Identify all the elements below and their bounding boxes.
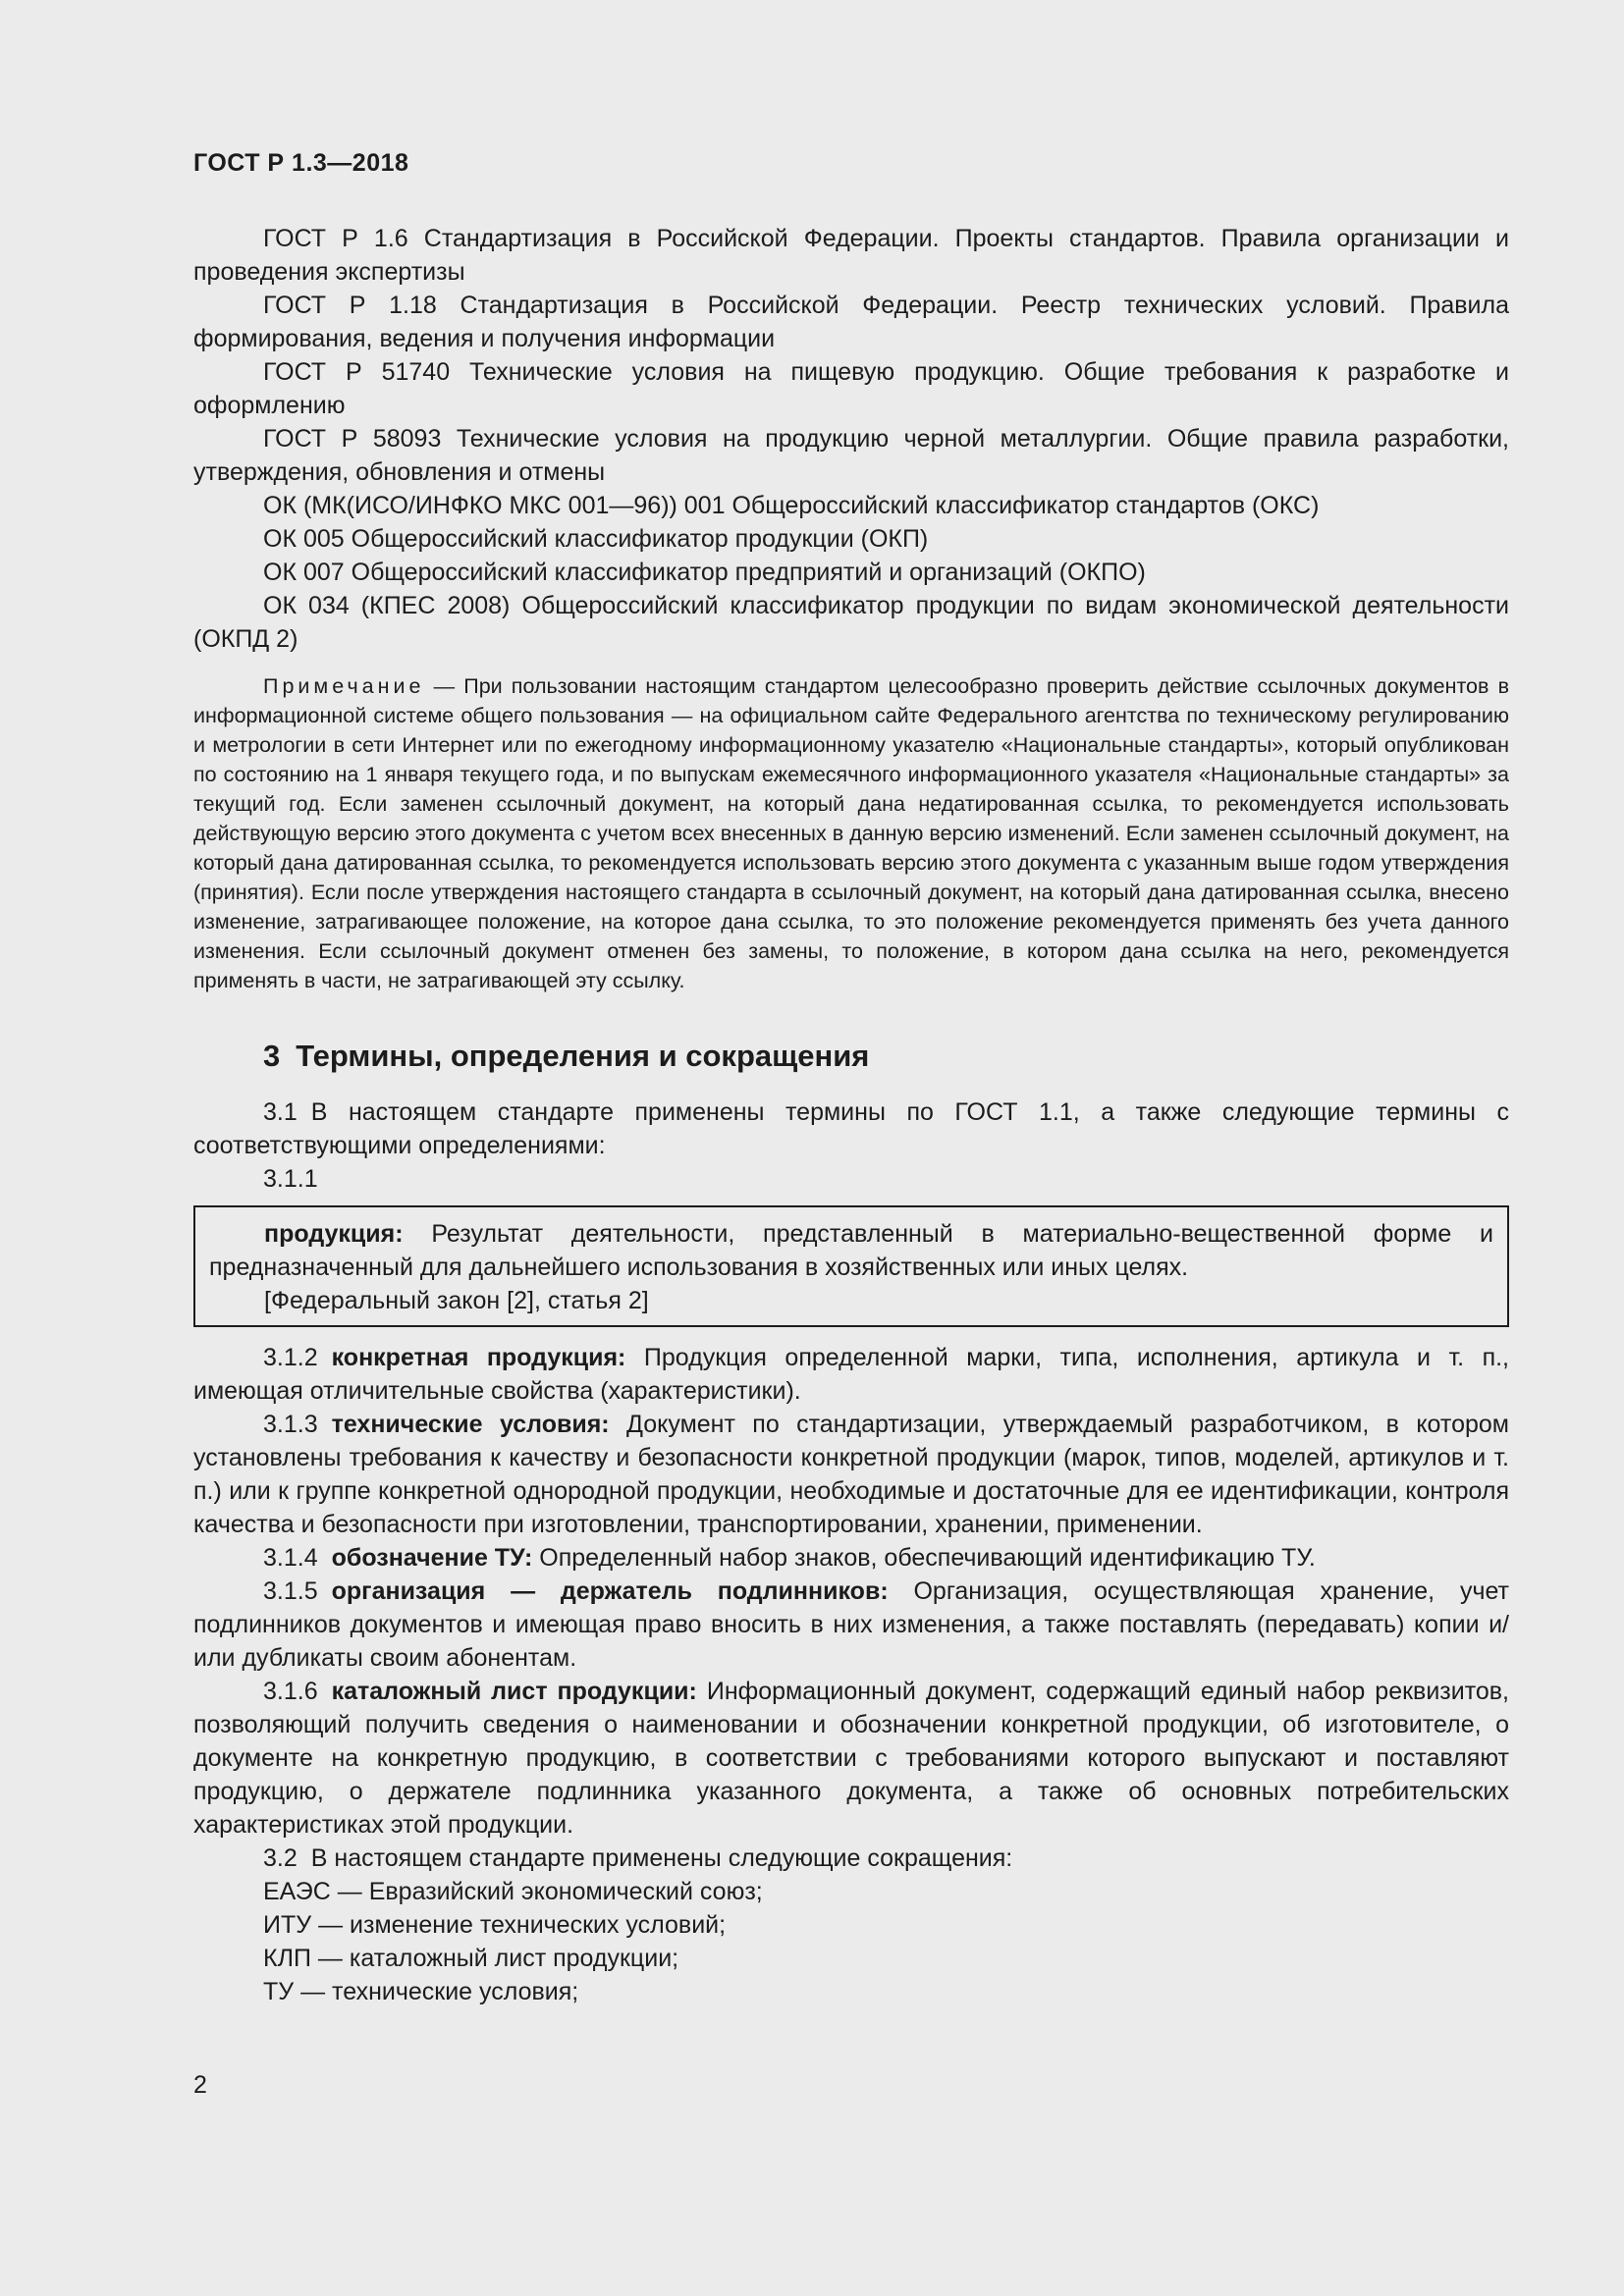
abbreviation-item: ТУ — технические условия; <box>263 1978 579 2005</box>
definition-source: [Федеральный закон [2], статья 2] <box>264 1287 649 1314</box>
reference-item: ГОСТ Р 1.18 Стандартизация в Российской Федерации. Реестр технических условий. Правила формирования, ведения и получения информации <box>193 292 1509 352</box>
note-text: — При пользовании настоящим стандартом целесообразно проверить действие ссылочных документов в информационной системе общего пользования — на официальном сайте Федерального агентства по техническому регулированию и метрологии в сети Интернет или по ежегодному информационному указателю «Национальные стандарты», который опубликован по состоянию на 1 января текущего года, и по выпускам ежемесячного информационного указателя «Национальные стандарты» за текущий год. Если заменен ссылочный документ, на который дана недатированная ссылка, то рекомендуется использовать действующую версию этого документа с учетом всех внесенных в данную версию изменений. Если заменен ссылочный документ, на который дана датированная ссылка, то рекомендуется использовать версию этого документа с указанным выше годом утверждения (принятия). Если после утверждения настоящего стандарта в ссылочный документ, на который дана датированная ссылка, внесено изменение, затрагивающее положение, на которое дана ссылка, то это положение рекомендуется применять без учета данного изменения. Если ссылочный документ отменен без замены, то положение, в котором дана ссылка на него, рекомендуется применять в части, не затрагивающей эту ссылку. <box>193 674 1509 992</box>
abbreviation-item: КЛП — каталожный лист продукции; <box>263 1945 679 1972</box>
reference-item: ОК 005 Общероссийский классификатор продукции (ОКП) <box>263 525 929 553</box>
definition-text: продукция: Результат деятельности, представленный в материально-вещественной форме и предназначенный для дальнейшего использования в хозяйственных или иных целях. <box>209 1220 1493 1281</box>
reference-item: ГОСТ Р 58093 Технические условия на продукцию черной металлургии. Общие правила разработки, утверждения, обновления и отмены <box>193 425 1509 486</box>
note-paragraph <box>193 671 1509 995</box>
clause-3-1-1-number: 3.1.1 <box>263 1165 318 1193</box>
clause-3-1: 3.1 В настоящем стандарте применены термины по ГОСТ 1.1, а также следующие термины с соответствующими определениями: <box>193 1098 1509 1159</box>
clause-3-2: 3.2 В настоящем стандарте применены следующие сокращения: <box>263 1844 1013 1872</box>
clause-3-1-2: 3.1.2 конкретная продукция: Продукция определенной марки, типа, исполнения, артикула и т. п., имеющая отличительные свойства (характеристики). <box>193 1344 1509 1405</box>
clause-3-1-6: 3.1.6 каталожный лист продукции: Информационный документ, содержащий единый набор реквизитов, позволяющий получить сведения о наименовании и обозначении конкретной продукции, об изготовителе, о документе на конкретную продукцию, в соответствии с требованиями которого выпускают и поставляют продукцию, о держателе подлинника указанного документа, а также об основных потребительских характеристиках этой продукции. <box>193 1678 1510 1839</box>
reference-item: ОК 034 (КПЕС 2008) Общероссийский классификатор продукции по видам экономической деятельности (ОКПД 2) <box>193 592 1509 653</box>
clause-3-1-4: 3.1.4 обозначение ТУ: Определенный набор знаков, обеспечивающий идентификацию ТУ. <box>263 1544 1316 1572</box>
page-content <box>193 222 1509 2008</box>
section-heading: 3 Термины, определения и сокращения <box>263 1039 870 1073</box>
definition-box <box>193 1205 1509 1327</box>
reference-item: ГОСТ Р 51740 Технические условия на пищевую продукцию. Общие требования к разработке и оформлению <box>193 358 1509 419</box>
page-number: 2 <box>193 2071 207 2099</box>
abbreviation-item: ИТУ — изменение технических условий; <box>263 1911 727 1939</box>
reference-item: ОК 007 Общероссийский классификатор предприятий и организаций (ОКПО) <box>263 559 1146 586</box>
document-header: ГОСТ Р 1.3—2018 <box>193 149 409 177</box>
abbreviation-item: ЕАЭС — Евразийский экономический союз; <box>263 1878 763 1905</box>
note-label: Примечание <box>263 674 425 698</box>
clause-3-1-5: 3.1.5 организация — держатель подлинников: Организация, осуществляющая хранение, учет подлинников документов и имеющая право вносить в них изменения, а также поставлять (передавать) копии и/или дубликаты своим абонентам. <box>193 1577 1509 1672</box>
normative-references <box>193 222 1509 656</box>
reference-item: ОК (МК(ИСО/ИНФКО МКС 001—96)) 001 Общероссийский классификатор стандартов (ОКС) <box>263 492 1320 519</box>
reference-item: ГОСТ Р 1.6 Стандартизация в Российской Федерации. Проекты стандартов. Правила организации и проведения экспертизы <box>193 225 1509 286</box>
clause-3-1-3: 3.1.3 технические условия: Документ по стандартизации, утверждаемый разработчиком, в котором установлены требования к качеству и безопасности конкретной продукции (марок, типов, моделей, артикулов и т. п.) или к группе конкретной однородной продукции, необходимые и достаточные для ее идентификации, контроля качества и безопасности при изготовлении, транспортировании, хранении, применении. <box>193 1411 1509 1538</box>
